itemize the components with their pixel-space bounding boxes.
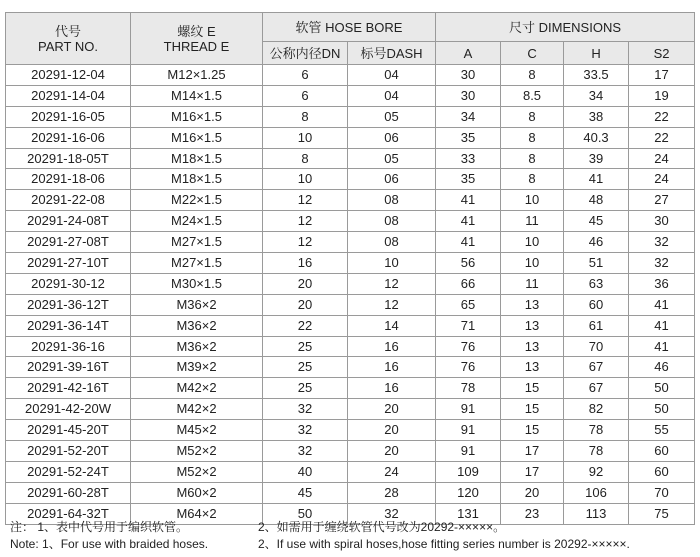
h-cell: 82: [564, 399, 629, 420]
s2-cell: 30: [629, 211, 695, 232]
thread-cell: M36×2: [131, 294, 263, 315]
c-cell: 13: [501, 336, 564, 357]
note-en-2: 2、If use with spiral hoses,hose fitting series number is 20292-×××××.: [258, 537, 630, 551]
c-cell: 8: [501, 106, 564, 127]
dash-cell: 04: [348, 85, 436, 106]
dn-cell: 10: [263, 127, 348, 148]
thread-cell: M16×1.5: [131, 127, 263, 148]
thread-cell: M24×1.5: [131, 211, 263, 232]
a-cell: 76: [436, 357, 501, 378]
c-cell: 20: [501, 482, 564, 503]
part-no-cell: 20291-16-05: [6, 106, 131, 127]
h-cell: 70: [564, 336, 629, 357]
a-cell: 41: [436, 190, 501, 211]
a-cell: 120: [436, 482, 501, 503]
s2-cell: 24: [629, 148, 695, 169]
thread-cell: M52×2: [131, 441, 263, 462]
part-no-cell: 20291-60-28T: [6, 482, 131, 503]
h-cell: 34: [564, 85, 629, 106]
table-row: [6, 294, 695, 315]
h-cell: 92: [564, 461, 629, 482]
table-row: [6, 315, 695, 336]
table-row: [6, 211, 695, 232]
c-cell: 8: [501, 127, 564, 148]
c-cell: 13: [501, 315, 564, 336]
dn-cell: 32: [263, 399, 348, 420]
dash-cell: 16: [348, 336, 436, 357]
thread-cell: M18×1.5: [131, 148, 263, 169]
thread-cell: M14×1.5: [131, 85, 263, 106]
thread-cell: M60×2: [131, 482, 263, 503]
s2-cell: 41: [629, 336, 695, 357]
c-cell: 15: [501, 399, 564, 420]
c-header: C: [501, 42, 564, 65]
dash-cell: 32: [348, 503, 436, 524]
c-cell: 23: [501, 503, 564, 524]
h-cell: 38: [564, 106, 629, 127]
table-row: [6, 169, 695, 190]
table-row: [6, 106, 695, 127]
thread-cell: M27×1.5: [131, 232, 263, 253]
dash-cell: 06: [348, 127, 436, 148]
dn-cell: 6: [263, 65, 348, 86]
dn-cell: 32: [263, 441, 348, 462]
a-cell: 76: [436, 336, 501, 357]
h-cell: 78: [564, 441, 629, 462]
s2-cell: 36: [629, 273, 695, 294]
dash-cell: 06: [348, 169, 436, 190]
part-no-cell: 20291-42-16T: [6, 378, 131, 399]
hose-bore-header: 软管 HOSE BORE: [263, 13, 436, 42]
part-no-cell: 20291-27-08T: [6, 232, 131, 253]
part-no-header: [6, 13, 131, 65]
a-cell: 41: [436, 211, 501, 232]
part-no-cell: 20291-36-14T: [6, 315, 131, 336]
thread-cell: M42×2: [131, 399, 263, 420]
dash-cell: 08: [348, 232, 436, 253]
dash-cell: 16: [348, 357, 436, 378]
dn-cell: 20: [263, 273, 348, 294]
table-row: [6, 378, 695, 399]
dash-cell: 16: [348, 378, 436, 399]
a-cell: 71: [436, 315, 501, 336]
dash-cell: 24: [348, 461, 436, 482]
dash-header: 标号DASH: [348, 42, 436, 65]
note-cn-2: 2、如需用于缠绕软管代号改为20292-×××××。: [258, 520, 506, 534]
h-cell: 48: [564, 190, 629, 211]
dn-cell: 8: [263, 106, 348, 127]
dash-cell: 05: [348, 148, 436, 169]
a-cell: 30: [436, 65, 501, 86]
dn-header: 公称内径DN: [263, 42, 348, 65]
s2-cell: 50: [629, 399, 695, 420]
h-cell: 41: [564, 169, 629, 190]
dash-cell: 20: [348, 399, 436, 420]
part-no-cell: 20291-52-20T: [6, 441, 131, 462]
part-no-cell: 20291-36-16: [6, 336, 131, 357]
h-cell: 51: [564, 253, 629, 274]
h-cell: 33.5: [564, 65, 629, 86]
part-no-cell: 20291-64-32T: [6, 503, 131, 524]
part-no-cell: 20291-12-04: [6, 65, 131, 86]
dash-cell: 10: [348, 253, 436, 274]
h-cell: 113: [564, 503, 629, 524]
c-cell: 15: [501, 420, 564, 441]
part-no-cell: 20291-18-06: [6, 169, 131, 190]
table-row: [6, 399, 695, 420]
thread-header: [131, 13, 263, 65]
a-cell: 91: [436, 441, 501, 462]
part-no-cell: 20291-27-10T: [6, 253, 131, 274]
c-cell: 8.5: [501, 85, 564, 106]
thread-header-cn: 螺纹 E: [177, 23, 216, 39]
h-cell: 78: [564, 420, 629, 441]
part-no-cell: 20291-18-05T: [6, 148, 131, 169]
dn-cell: 6: [263, 85, 348, 106]
table-body: [6, 65, 695, 525]
a-cell: 91: [436, 399, 501, 420]
dn-cell: 25: [263, 357, 348, 378]
c-cell: 10: [501, 253, 564, 274]
s2-cell: 41: [629, 294, 695, 315]
thread-cell: M27×1.5: [131, 253, 263, 274]
part-no-header-cn: 代号: [54, 23, 81, 39]
dash-cell: 14: [348, 315, 436, 336]
s2-cell: 32: [629, 253, 695, 274]
s2-cell: 32: [629, 232, 695, 253]
s2-cell: 17: [629, 65, 695, 86]
dash-cell: 08: [348, 211, 436, 232]
s2-cell: 60: [629, 441, 695, 462]
a-cell: 91: [436, 420, 501, 441]
c-cell: 15: [501, 378, 564, 399]
table-row: [6, 65, 695, 86]
s2-cell: 27: [629, 190, 695, 211]
dash-cell: 04: [348, 65, 436, 86]
note-en-1: Note: 1、For use with braided hoses.: [10, 537, 209, 551]
dn-cell: 50: [263, 503, 348, 524]
h-cell: 106: [564, 482, 629, 503]
thread-cell: M30×1.5: [131, 273, 263, 294]
a-cell: 41: [436, 232, 501, 253]
c-cell: 13: [501, 357, 564, 378]
table-row: [6, 85, 695, 106]
thread-cell: M52×2: [131, 461, 263, 482]
dimensions-header: 尺寸 DIMENSIONS: [436, 13, 695, 42]
dn-cell: 25: [263, 378, 348, 399]
part-no-cell: 20291-36-12T: [6, 294, 131, 315]
a-cell: 30: [436, 85, 501, 106]
s2-cell: 60: [629, 461, 695, 482]
dash-cell: 20: [348, 420, 436, 441]
s2-cell: 22: [629, 106, 695, 127]
spec-table: [5, 12, 695, 525]
s2-cell: 41: [629, 315, 695, 336]
s2-cell: 22: [629, 127, 695, 148]
a-cell: 131: [436, 503, 501, 524]
part-no-cell: 20291-30-12: [6, 273, 131, 294]
part-no-header-en: PART NO.: [38, 38, 98, 54]
part-no-cell: 20291-24-08T: [6, 211, 131, 232]
a-cell: 66: [436, 273, 501, 294]
c-cell: 8: [501, 65, 564, 86]
thread-cell: M64×2: [131, 503, 263, 524]
table-row: [6, 127, 695, 148]
s2-cell: 46: [629, 357, 695, 378]
h-header: H: [564, 42, 629, 65]
a-cell: 35: [436, 127, 501, 148]
s2-cell: 75: [629, 503, 695, 524]
s2-cell: 50: [629, 378, 695, 399]
dn-cell: 25: [263, 336, 348, 357]
table-row: [6, 336, 695, 357]
note-cn: [10, 518, 505, 535]
h-cell: 63: [564, 273, 629, 294]
table-row: [6, 420, 695, 441]
dash-cell: 08: [348, 190, 436, 211]
h-cell: 46: [564, 232, 629, 253]
table-row: [6, 482, 695, 503]
c-cell: 11: [501, 273, 564, 294]
table-row: [6, 253, 695, 274]
thread-cell: M42×2: [131, 378, 263, 399]
c-cell: 8: [501, 148, 564, 169]
part-no-cell: 20291-52-24T: [6, 461, 131, 482]
thread-header-en: THREAD E: [163, 38, 230, 54]
dash-cell: 12: [348, 294, 436, 315]
s2-cell: 24: [629, 169, 695, 190]
dash-cell: 12: [348, 273, 436, 294]
part-no-cell: 20291-39-16T: [6, 357, 131, 378]
dn-cell: 22: [263, 315, 348, 336]
c-cell: 13: [501, 294, 564, 315]
thread-cell: M39×2: [131, 357, 263, 378]
a-cell: 65: [436, 294, 501, 315]
part-no-cell: 20291-42-20W: [6, 399, 131, 420]
part-no-cell: 20291-22-08: [6, 190, 131, 211]
part-no-cell: 20291-45-20T: [6, 420, 131, 441]
c-cell: 17: [501, 441, 564, 462]
s2-cell: 55: [629, 420, 695, 441]
s2-cell: 19: [629, 85, 695, 106]
h-cell: 67: [564, 378, 629, 399]
dn-cell: 40: [263, 461, 348, 482]
a-cell: 33: [436, 148, 501, 169]
dn-cell: 8: [263, 148, 348, 169]
part-no-cell: 20291-16-06: [6, 127, 131, 148]
thread-cell: M16×1.5: [131, 106, 263, 127]
a-cell: 78: [436, 378, 501, 399]
dn-cell: 45: [263, 482, 348, 503]
part-no-cell: 20291-14-04: [6, 85, 131, 106]
thread-cell: M18×1.5: [131, 169, 263, 190]
dash-cell: 20: [348, 441, 436, 462]
thread-cell: M36×2: [131, 336, 263, 357]
dn-cell: 12: [263, 211, 348, 232]
a-header: A: [436, 42, 501, 65]
dn-cell: 12: [263, 232, 348, 253]
c-cell: 8: [501, 169, 564, 190]
dn-cell: 16: [263, 253, 348, 274]
table-row: [6, 232, 695, 253]
a-cell: 56: [436, 253, 501, 274]
table-row: [6, 461, 695, 482]
table-row: [6, 273, 695, 294]
c-cell: 10: [501, 190, 564, 211]
dn-cell: 32: [263, 420, 348, 441]
c-cell: 11: [501, 211, 564, 232]
h-cell: 67: [564, 357, 629, 378]
dn-cell: 12: [263, 190, 348, 211]
dn-cell: 20: [263, 294, 348, 315]
s2-header: S2: [629, 42, 695, 65]
table-row: [6, 148, 695, 169]
thread-cell: M45×2: [131, 420, 263, 441]
h-cell: 61: [564, 315, 629, 336]
thread-cell: M22×1.5: [131, 190, 263, 211]
table-row: [6, 190, 695, 211]
h-cell: 60: [564, 294, 629, 315]
h-cell: 45: [564, 211, 629, 232]
thread-cell: M12×1.25: [131, 65, 263, 86]
note-cn-1: 注： 1、表中代号用于编织软管。: [10, 520, 189, 534]
note-en: [10, 535, 630, 552]
dn-cell: 10: [263, 169, 348, 190]
s2-cell: 70: [629, 482, 695, 503]
a-cell: 35: [436, 169, 501, 190]
c-cell: 10: [501, 232, 564, 253]
c-cell: 17: [501, 461, 564, 482]
h-cell: 40.3: [564, 127, 629, 148]
dash-cell: 05: [348, 106, 436, 127]
thread-cell: M36×2: [131, 315, 263, 336]
a-cell: 109: [436, 461, 501, 482]
h-cell: 39: [564, 148, 629, 169]
dash-cell: 28: [348, 482, 436, 503]
table-row: [6, 357, 695, 378]
a-cell: 34: [436, 106, 501, 127]
table-row: [6, 441, 695, 462]
